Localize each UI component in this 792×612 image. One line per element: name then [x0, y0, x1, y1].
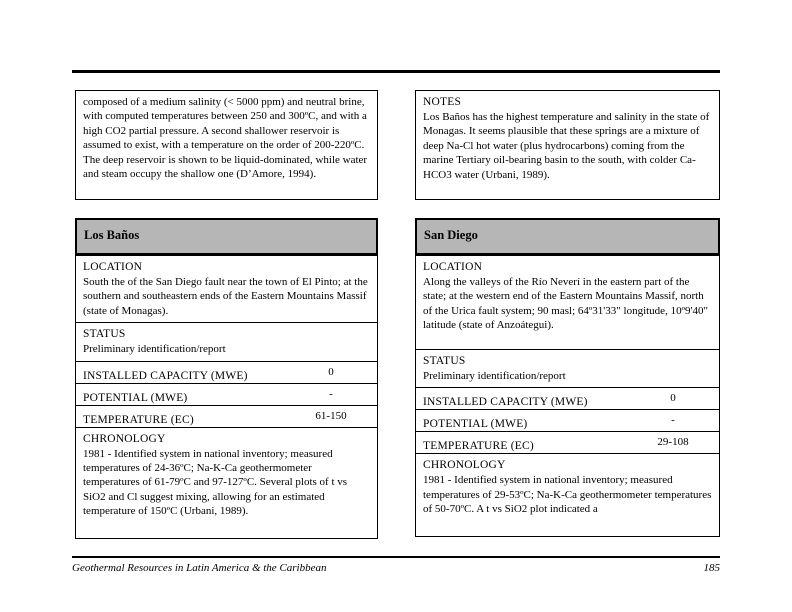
notes-box — [415, 90, 720, 200]
temperature-row — [415, 431, 720, 454]
installed-capacity-value: 0 — [670, 392, 676, 405]
chronology-text: 1981 - Identified system in national inventory; measured temperatures of 29-53ºC; Na-K-Ca geothermometer temperatures of 50-70ºC. A t vs SiO2 plot indicated a — [423, 474, 712, 516]
temperature-label: TEMPERATURE (EC) — [423, 440, 534, 453]
installed-capacity-row — [75, 361, 378, 384]
entry-title-san-diego: San Diego — [415, 218, 720, 255]
location-text: Along the valleys of the Río Neverí in the eastern part of the state; at the western end of the Eastern Mountains Massif, north of the Urica fault system; 90 masl; 64º31'33" longitude, 10º9'40" latitude (state of Anzoátegui). — [423, 276, 708, 332]
potential-value: - — [329, 387, 333, 400]
status-label: STATUS — [83, 328, 126, 341]
chronology-section — [75, 427, 378, 539]
potential-value: - — [671, 414, 675, 427]
chronology-section — [415, 453, 720, 537]
potential-row — [75, 383, 378, 406]
location-section — [415, 255, 720, 350]
footer-page-number: 185 — [703, 562, 720, 574]
potential-label: POTENTIAL (MWE) — [423, 418, 528, 431]
entry-san-diego — [415, 218, 720, 537]
location-section — [75, 255, 378, 323]
potential-row — [415, 409, 720, 432]
continuation-text-box — [75, 90, 378, 200]
footer-rule — [72, 556, 720, 558]
chronology-label: CHRONOLOGY — [423, 459, 506, 472]
installed-capacity-label: INSTALLED CAPACITY (MWE) — [423, 396, 588, 409]
status-label: STATUS — [423, 355, 466, 367]
entry-los-banos — [75, 218, 378, 539]
temperature-row — [75, 405, 378, 428]
status-text: Preliminary identification/report — [423, 370, 566, 382]
left-column — [75, 90, 378, 539]
location-label: LOCATION — [83, 261, 143, 273]
status-section — [415, 349, 720, 388]
status-section — [75, 322, 378, 361]
notes-text: Los Baños has the highest temperature and salinity in the state of Monagas. It seems plausible that these springs are a mixture of deep Na-Cl hot water (plus hydrocarbons) coming from the marine Tertiary oil-bearing basin to the south, with colder Ca-HCO3 water (Urbani, 1989). — [423, 111, 710, 181]
chronology-text: 1981 - Identified system in national inventory; measured temperatures of 24-36ºC; Na-K-Ca geothermometer temperatures of 61-79ºC and 97-127ºC. Several plots of t vs SiO2 and Cl suggest mixing, allowing for an estimated temperature of 150ºC (Urbani, 1989). — [83, 447, 348, 518]
location-text: South the of the San Diego fault near the town of El Pinto; at the southern and southeastern ends of the Eastern Mountains Massif (state of Monagas). — [83, 276, 368, 317]
right-column — [415, 90, 720, 537]
installed-capacity-row — [415, 387, 720, 410]
continuation-text: composed of a medium salinity (< 5000 ppm) and neutral brine, with computed temperatures between 250 and 300ºC, and with a high CO2 partial pressure. A second shallower reservoir is assumed to exist, with a temperature on the order of 200-220ºC. The deep reservoir is shown to be liquid-dominated, while water and steam occupy the shallow one (D’Amore, 1994). — [83, 96, 368, 181]
temperature-value: 61-150 — [315, 409, 347, 422]
temperature-label: TEMPERATURE (EC) — [83, 413, 194, 426]
installed-capacity-value: 0 — [328, 365, 334, 378]
footer-book-title: Geothermal Resources in Latin America & the Caribbean — [72, 562, 327, 574]
top-rule — [72, 70, 720, 73]
temperature-value: 29-108 — [657, 436, 689, 449]
location-label: LOCATION — [423, 261, 483, 273]
status-text: Preliminary identification/report — [83, 343, 226, 356]
entry-title-los-banos: Los Baños — [75, 218, 378, 255]
notes-label: NOTES — [423, 96, 462, 108]
chronology-label: CHRONOLOGY — [83, 432, 166, 445]
potential-label: POTENTIAL (MWE) — [83, 391, 188, 404]
installed-capacity-label: INSTALLED CAPACITY (MWE) — [83, 369, 248, 382]
